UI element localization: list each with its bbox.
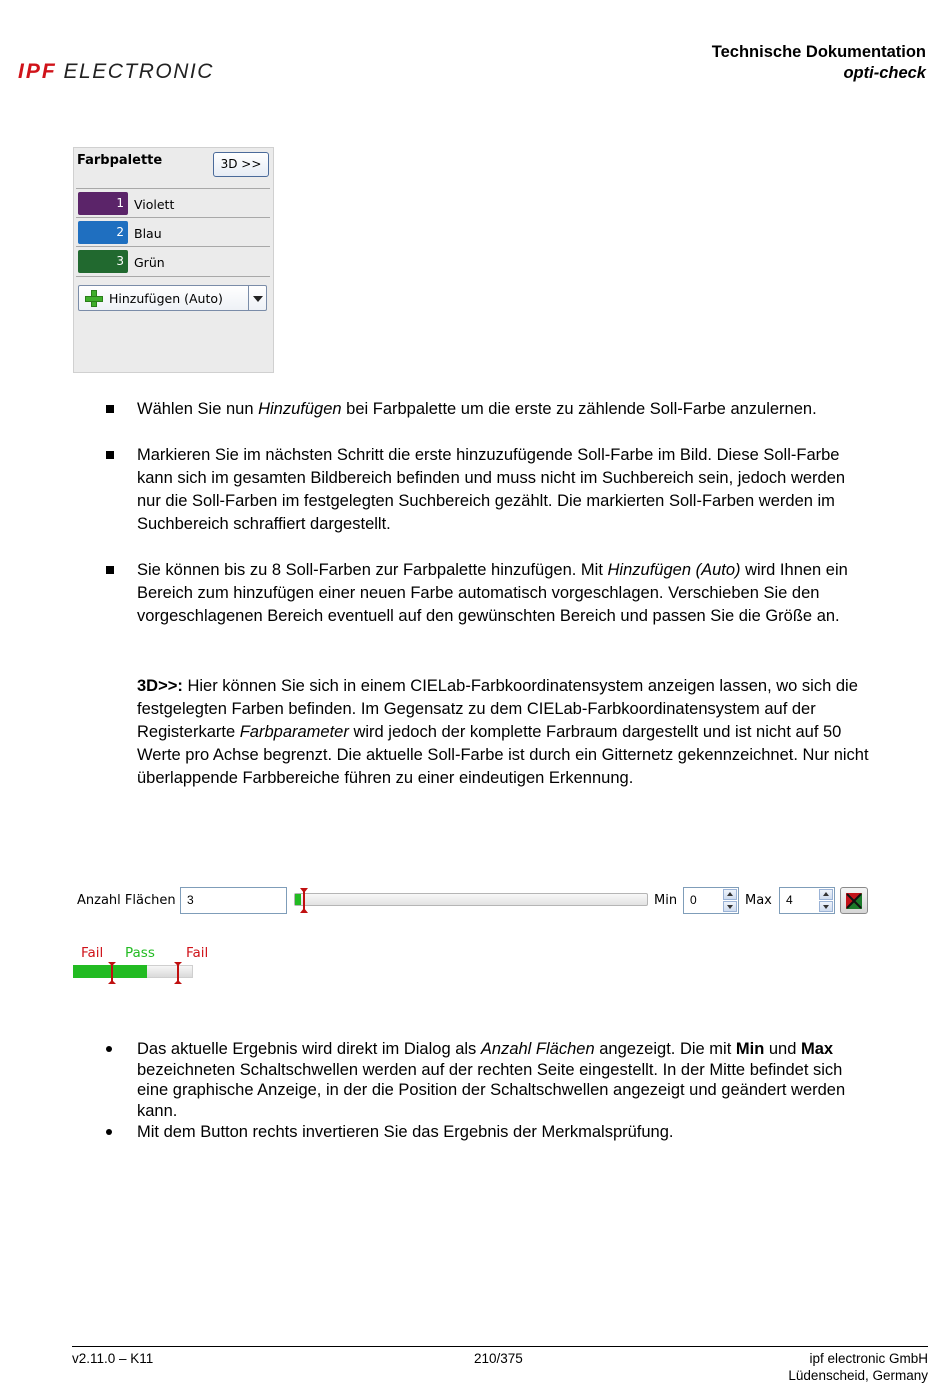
spin-down-icon[interactable] [819,901,833,912]
text: bei Farbpalette um die erste zu zählende Soll-Farbe anzulernen. [341,400,817,418]
bullet-icon [106,405,114,413]
footer-city: Lüdenscheid, Germany [788,1368,928,1383]
text-line [137,721,937,744]
text: Wählen Sie nun [137,400,259,418]
slider-handle[interactable] [299,887,309,914]
add-color-dropdown[interactable] [78,285,267,311]
text-line: kann sich im gesamten Bildbereich befinden und muss nicht im Suchbereich sein, jedoch werden [137,469,846,487]
text-line: überlappende Farbbereiche führen zu einer eindeutigen Erkennung. [137,769,634,787]
text: angezeigt. Die mit [594,1040,736,1058]
divider [76,246,270,247]
spin-down-icon[interactable] [723,901,737,912]
min-value: 0 [690,893,697,907]
color-palette-panel [73,147,274,373]
spin-up-icon[interactable] [723,889,737,900]
text-line: Bereich zum hinzufügen einer neuen Farbe automatisch vorgeschlagen. Verschieben Sie den [137,584,820,602]
text: Das aktuelle Ergebnis wird direkt im Dialog als [137,1040,481,1058]
plus-icon [85,289,103,307]
text-line: Werte pro Achse begrenzt. Die aktuelle Soll-Farbe ist durch ein Gitternetz gekennzeichnet. Nur nicht [137,746,869,764]
text-emphasis: Farbparameter [239,723,349,741]
footer-page-number: 210/375 [474,1351,523,1366]
add-color-label: Hinzufügen (Auto) [109,291,223,306]
invert-icon [846,893,862,909]
palette-item-label: Violett [134,197,175,212]
marker-min-icon [107,962,117,984]
color-swatch: 2 [78,221,128,244]
paragraph: Mit dem Button rechts invertieren Sie das Ergebnis der Merkmalsprüfung. [137,1123,674,1141]
legend-bar [73,962,193,984]
text: wird Ihnen ein [740,561,848,579]
doc-subtitle: opti-check [843,64,926,82]
doc-title: Technische Dokumentation [711,43,926,61]
text: und [764,1040,801,1058]
palette-item-label: Grün [134,255,165,270]
bullet-icon [106,1046,112,1052]
text: wird jedoch der komplette Farbraum dargestellt und ist nicht auf 50 [348,723,842,741]
paragraph [137,398,927,421]
palette-title: Farbpalette [77,153,163,168]
text: Hier können Sie sich in einem CIELab-Farbkoordinatensystem anzeigen lassen, wo sich die [182,677,858,695]
footer-divider [72,1346,928,1347]
paragraph [137,444,937,536]
text-bold: Min [735,1040,765,1058]
palette-item-label: Blau [134,226,162,241]
text-line: Suchbereich schraffiert dargestellt. [137,515,391,533]
text-line [137,675,937,698]
footer-company: ipf electronic GmbH [809,1351,928,1366]
text: Sie können bis zu 8 Soll-Farben zur Farbpalette hinzufügen. Mit [137,561,608,579]
text-line: Markieren Sie im nächsten Schritt die erste hinzuzufügende Soll-Farbe im Bild. Diese Soll-Farbe [137,446,840,464]
paragraph [137,1039,937,1121]
bullet-icon [106,451,114,459]
text-bold: Max [801,1040,834,1058]
max-spinbox[interactable] [779,887,835,914]
count-value-field: 3 [180,887,287,914]
bullet-icon [106,566,114,574]
text-line: festgelegten Farben befinden. Im Gegensatz zu dem CIELab-Farbkoordinatensystem auf der [137,700,816,718]
text-emphasis: Hinzufügen (Auto) [607,561,741,579]
palette-item-2[interactable] [78,221,268,245]
legend-fail-right: Fail [186,945,209,961]
paragraph [137,559,937,628]
text-line: kann. [137,1101,178,1120]
min-label: Min [654,893,678,908]
spin-up-icon[interactable] [819,889,833,900]
logo-text: ELECTRONIC [63,60,214,83]
text-emphasis: Anzahl Flächen [480,1040,595,1058]
text-line: eine graphische Anzeige, in der die Position der Schaltschwellen angezeigt und geändert werden [137,1081,846,1099]
text-line: nur die Soll-Farben im festgelegten Suchbereich gezählt. Die markierten Soll-Farben werden im [137,492,835,510]
paragraph-3d [137,675,937,790]
footer-version: v2.11.0 – K11 [72,1351,154,1366]
chevron-down-icon[interactable] [248,286,266,310]
legend-pass: Pass [125,945,155,961]
text-bold: 3D>>: [137,677,183,695]
divider [76,217,270,218]
text-line [137,1039,937,1060]
color-swatch: 3 [78,250,128,273]
count-label: Anzahl Flächen [77,893,176,908]
logo-brand: IPF [18,60,57,83]
legend-fail-left: Fail [81,945,104,961]
divider [76,188,270,189]
text-line [137,559,937,582]
max-value: 4 [786,893,793,907]
text-emphasis: Hinzufügen [258,400,342,418]
text: Registerkarte [137,723,240,741]
divider [76,276,270,277]
slider-track [294,893,648,906]
text-line: vorgeschlagenen Bereich eventuell auf den gewünschten Bereich und passen Sie die Größe an. [137,607,840,625]
company-logo [18,60,214,84]
min-spinbox[interactable] [683,887,739,914]
3d-view-button[interactable]: 3D >> [213,152,269,177]
palette-item-3[interactable] [78,250,268,274]
text-line: bezeichneten Schaltschwellen werden auf der rechten Seite eingestellt. In der Mitte befindet sich [137,1060,843,1079]
palette-item-1[interactable] [78,192,268,216]
threshold-slider[interactable] [294,887,648,914]
max-label: Max [745,893,772,908]
color-swatch: 1 [78,192,128,215]
invert-result-button[interactable] [840,887,868,914]
marker-max-icon [173,962,183,984]
bullet-icon [106,1129,112,1135]
